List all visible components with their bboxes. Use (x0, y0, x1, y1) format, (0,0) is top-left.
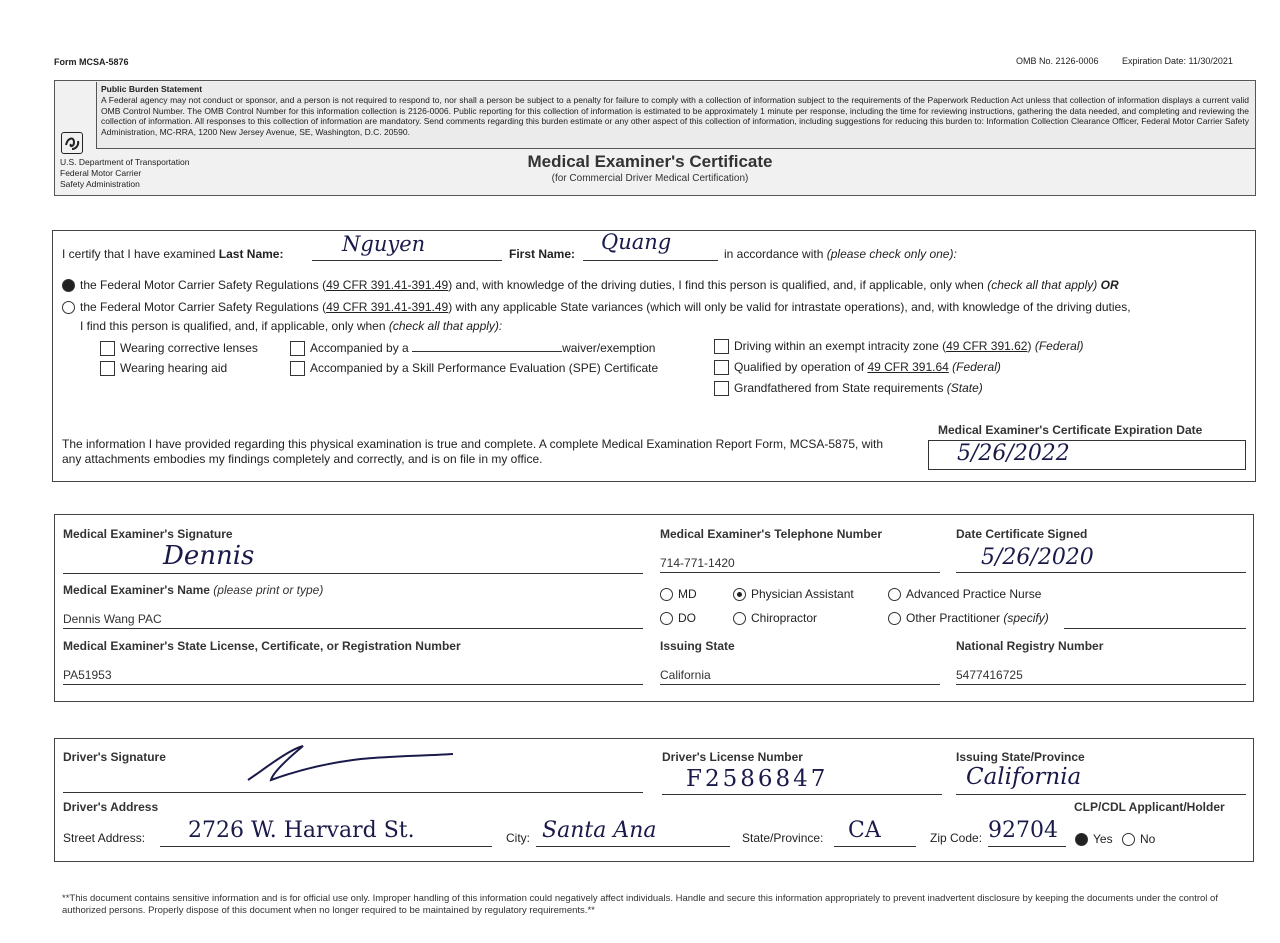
agency-line1: U.S. Department of Transportation (60, 157, 190, 167)
last-name-value: Nguyen (342, 232, 426, 256)
option-state-radio[interactable] (62, 301, 75, 314)
cb-lenses-label: Wearing corrective lenses (120, 341, 258, 355)
radio[interactable] (888, 588, 901, 601)
cb-corrective-lenses[interactable] (100, 341, 258, 356)
city-value: Santa Ana (542, 818, 657, 843)
cb-hearing-label: Wearing hearing aid (120, 361, 228, 375)
accordance-label: in accordance with (724, 247, 824, 261)
examiner-signature-value: Dennis (163, 541, 255, 571)
phone-label: Medical Examiner's Telephone Number (660, 527, 883, 541)
examiner-name-label: Medical Examiner's Name (63, 583, 210, 597)
radio-chiro-label: Chiropractor (751, 611, 818, 625)
last-name-label: Last Name: (218, 247, 284, 261)
checkbox[interactable] (290, 361, 305, 376)
cb-qualified-note: (Federal) (952, 360, 1001, 374)
burden-title: Public Burden Statement (101, 84, 203, 94)
dot-logo-icon (61, 132, 83, 154)
expiration-field[interactable] (928, 440, 1246, 470)
radio-do-label: DO (678, 611, 696, 625)
radio[interactable] (1075, 833, 1088, 846)
checkbox[interactable] (714, 360, 729, 375)
issuing-state-value: California (660, 668, 711, 682)
option-state-variance[interactable] (62, 300, 1131, 314)
waiver-field[interactable] (412, 351, 562, 352)
examiner-statement: The information I have provided regarding this physical examination is true and complete. A complete Medical Examination Report Form, MCSA-5875, with any attachments embodies my findings completely and correctly, and is on file in my office. (62, 437, 884, 466)
footer-notice: **This document contains sensitive information and is for official use only. Improper handling of this information could negatively affect individuals. Handle and secure this information appropriately to prevent inadvertent disclosure by keeping the documents under the control of authorized persons. Properly dispose of this document when no longer required to be maintained by regulatory requirements.** (62, 893, 1218, 916)
first-name-value: Quang (601, 230, 672, 254)
date-signed-field[interactable] (956, 545, 1246, 573)
city-label: City: (506, 831, 530, 845)
option1-post: ) and, with knowledge of the driving duties, I find this person is qualified, and, if applicable, only when (448, 278, 984, 292)
cb-qualified-pre: Qualified by operation of (734, 360, 865, 374)
registry-field[interactable] (956, 662, 1246, 685)
province-label: State/Province: (742, 831, 824, 845)
accordance-note: (please check only one): (826, 247, 957, 261)
cert-line1 (62, 247, 283, 261)
registry-value: 5477416725 (956, 668, 1023, 682)
cert-intro: I certify that I have examined (62, 247, 216, 261)
clp-no[interactable] (1122, 832, 1155, 846)
license-field[interactable] (63, 662, 643, 685)
examiner-name-label-row (63, 583, 323, 597)
radio[interactable] (660, 612, 673, 625)
radio-md-label: MD (678, 587, 697, 601)
examiner-name-note: (please print or type) (213, 583, 324, 597)
cb-hearing-aid[interactable] (100, 361, 227, 376)
cb-accompanied-waiver[interactable] (290, 341, 655, 356)
radio-pa[interactable] (733, 587, 854, 601)
driver-signature-label: Driver's Signature (63, 750, 166, 764)
registry-label: National Registry Number (956, 639, 1104, 653)
radio[interactable] (733, 612, 746, 625)
cb-spe-label: Accompanied by a Skill Performance Evaluation (SPE) Certificate (310, 361, 659, 375)
street-value: 2726 W. Harvard St. (188, 818, 415, 843)
license-label: Medical Examiner's State License, Certificate, or Registration Number (63, 639, 461, 653)
radio-apn[interactable] (888, 587, 1041, 601)
checkbox[interactable] (100, 341, 115, 356)
driver-license-field[interactable] (662, 768, 942, 795)
option1-pre: the Federal Motor Carrier Safety Regulations ( (80, 278, 327, 292)
checkbox[interactable] (714, 339, 729, 354)
city-field[interactable] (536, 818, 730, 847)
issuing-state-field[interactable] (660, 662, 940, 685)
expiration-date: Expiration Date: 11/30/2021 (1122, 56, 1233, 66)
option2-post: ) with any applicable State variances (which will only be valid for intrastate operations), and, with knowledge of the driving duties, (448, 300, 1131, 314)
radio-other[interactable] (888, 611, 1049, 625)
radio[interactable] (660, 588, 673, 601)
driver-state-label: Issuing State/Province (956, 750, 1085, 764)
cb-grandfathered-label: Grandfathered from State requirements (734, 381, 944, 395)
omb-number: OMB No. 2126-0006 (1016, 56, 1099, 66)
agency-line3: Safety Administration (60, 179, 140, 189)
option-federal-radio[interactable] (62, 279, 75, 292)
cb-intracity-pre: Driving within an exempt intracity zone ( (734, 339, 947, 353)
examiner-name-field[interactable] (63, 606, 643, 629)
option1-link[interactable]: 49 CFR 391.41-391.49 (326, 278, 449, 292)
zip-field[interactable] (988, 818, 1066, 847)
driver-address-label: Driver's Address (63, 800, 159, 814)
radio[interactable] (1122, 833, 1135, 846)
option2-line2-text: I find this person is qualified, and, if applicable, only when (80, 319, 386, 333)
cb-intracity-zone[interactable] (714, 339, 1084, 354)
date-signed-label: Date Certificate Signed (956, 527, 1088, 541)
burden-text: A Federal agency may not conduct or sponsor, and a person is not required to respond to, nor shall a person be subject to a penalty for failure to comply with a collection of information subject to the requirements of the Paperwork Reduction Act unless that collection of information displays a current valid OMB Control Number. The OMB Control Number for this information collection is 2126-0006. Public reporting for this collection of information is estimated to be approximately 1 minute per response, including the time for reviewing instructions, gathering the data needed, and completing and reviewing the collection of information. All responses to this collection of information are mandatory. Send comments regarding this burden estimate or any other aspect of this collection of information, including suggestions for reducing this burden to: Information Collection Clearance Officer, Federal Motor Carrier Safety Administration, MC-RRA, 1200 New Jersey Avenue, SE, Washington, D.C. 20590. (101, 95, 1249, 137)
zip-label: Zip Code: (930, 831, 983, 845)
checkbox[interactable] (290, 341, 305, 356)
checkbox[interactable] (714, 381, 729, 396)
option1-note: (check all that apply) (987, 278, 1098, 292)
driver-signature-field[interactable] (63, 770, 643, 793)
clp-label: CLP/CDL Applicant/Holder (1074, 800, 1225, 814)
cb-qualified-link[interactable]: 49 CFR 391.64 (867, 360, 949, 374)
radio-chiro[interactable] (733, 611, 817, 625)
option-federal[interactable] (62, 278, 1119, 292)
option2-pre: the Federal Motor Carrier Safety Regulations ( (80, 300, 327, 314)
expiration-label: Medical Examiner's Certificate Expiration Date (938, 423, 1203, 437)
driver-license-label: Driver's License Number (662, 750, 803, 764)
license-value: PA51953 (63, 668, 112, 682)
option2-note: (check all that apply): (388, 319, 503, 333)
cb-grandfathered[interactable] (714, 381, 983, 396)
radio-md[interactable] (660, 587, 697, 601)
phone-value: 714-771-1420 (660, 556, 735, 570)
radio-other-note: (specify) (1003, 611, 1049, 625)
other-practitioner-field[interactable] (1064, 627, 1246, 629)
first-name-label: First Name: (509, 247, 576, 261)
cb-spe-certificate[interactable] (290, 361, 658, 376)
driver-signature-image (243, 742, 463, 792)
phone-field[interactable] (660, 550, 940, 573)
radio-apn-label: Advanced Practice Nurse (906, 587, 1042, 601)
cb-intracity-post: ) (1027, 339, 1032, 353)
first-name-field[interactable] (583, 230, 718, 261)
cb-qualified-operation[interactable] (714, 360, 1001, 375)
cb-intracity-link[interactable]: 49 CFR 391.62 (946, 339, 1028, 353)
cb-accompanied-post: waiver/exemption (562, 341, 656, 355)
form-title: Medical Examiner's Certificate (527, 152, 773, 171)
radio-pa-label: Physician Assistant (751, 587, 854, 601)
driver-state-field[interactable] (956, 764, 1246, 795)
radio-other-label: Other Practitioner (906, 611, 1001, 625)
cb-grandfathered-note: (State) (946, 381, 983, 395)
cb-intracity-note: (Federal) (1034, 339, 1084, 353)
examiner-signature-field[interactable] (63, 541, 643, 574)
province-field[interactable] (834, 818, 916, 847)
street-label: Street Address: (63, 831, 146, 845)
radio-do[interactable] (660, 611, 696, 625)
form-subtitle: (for Commercial Driver Medical Certification) (551, 173, 749, 184)
expiration-value: 5/26/2022 (957, 441, 1070, 466)
checkbox[interactable] (100, 361, 115, 376)
examiner-signature-label: Medical Examiner's Signature (63, 527, 233, 541)
option2-link[interactable]: 49 CFR 391.41-391.49 (326, 300, 449, 314)
province-value: CA (848, 818, 881, 843)
clp-yes[interactable] (1075, 832, 1113, 846)
street-field[interactable] (160, 818, 492, 847)
option2-line2 (80, 319, 502, 333)
clp-yes-label: Yes (1093, 832, 1113, 846)
zip-value: 92704 (988, 818, 1058, 843)
examiner-name-value: Dennis Wang PAC (63, 612, 162, 626)
clp-no-label: No (1140, 832, 1156, 846)
form-number: Form MCSA-5876 (54, 57, 129, 67)
driver-state-value: California (966, 764, 1082, 790)
date-signed-value: 5/26/2020 (981, 545, 1094, 570)
radio[interactable] (733, 588, 746, 601)
cb-accompanied-pre: Accompanied by a (310, 341, 409, 355)
agency-line2: Federal Motor Carrier (60, 168, 142, 178)
option1-or: OR (1100, 278, 1119, 292)
accordance-text (724, 247, 957, 261)
driver-license-value: F2586847 (686, 766, 829, 792)
radio[interactable] (888, 612, 901, 625)
last-name-field[interactable] (312, 232, 502, 261)
issuing-state-label: Issuing State (660, 639, 735, 653)
